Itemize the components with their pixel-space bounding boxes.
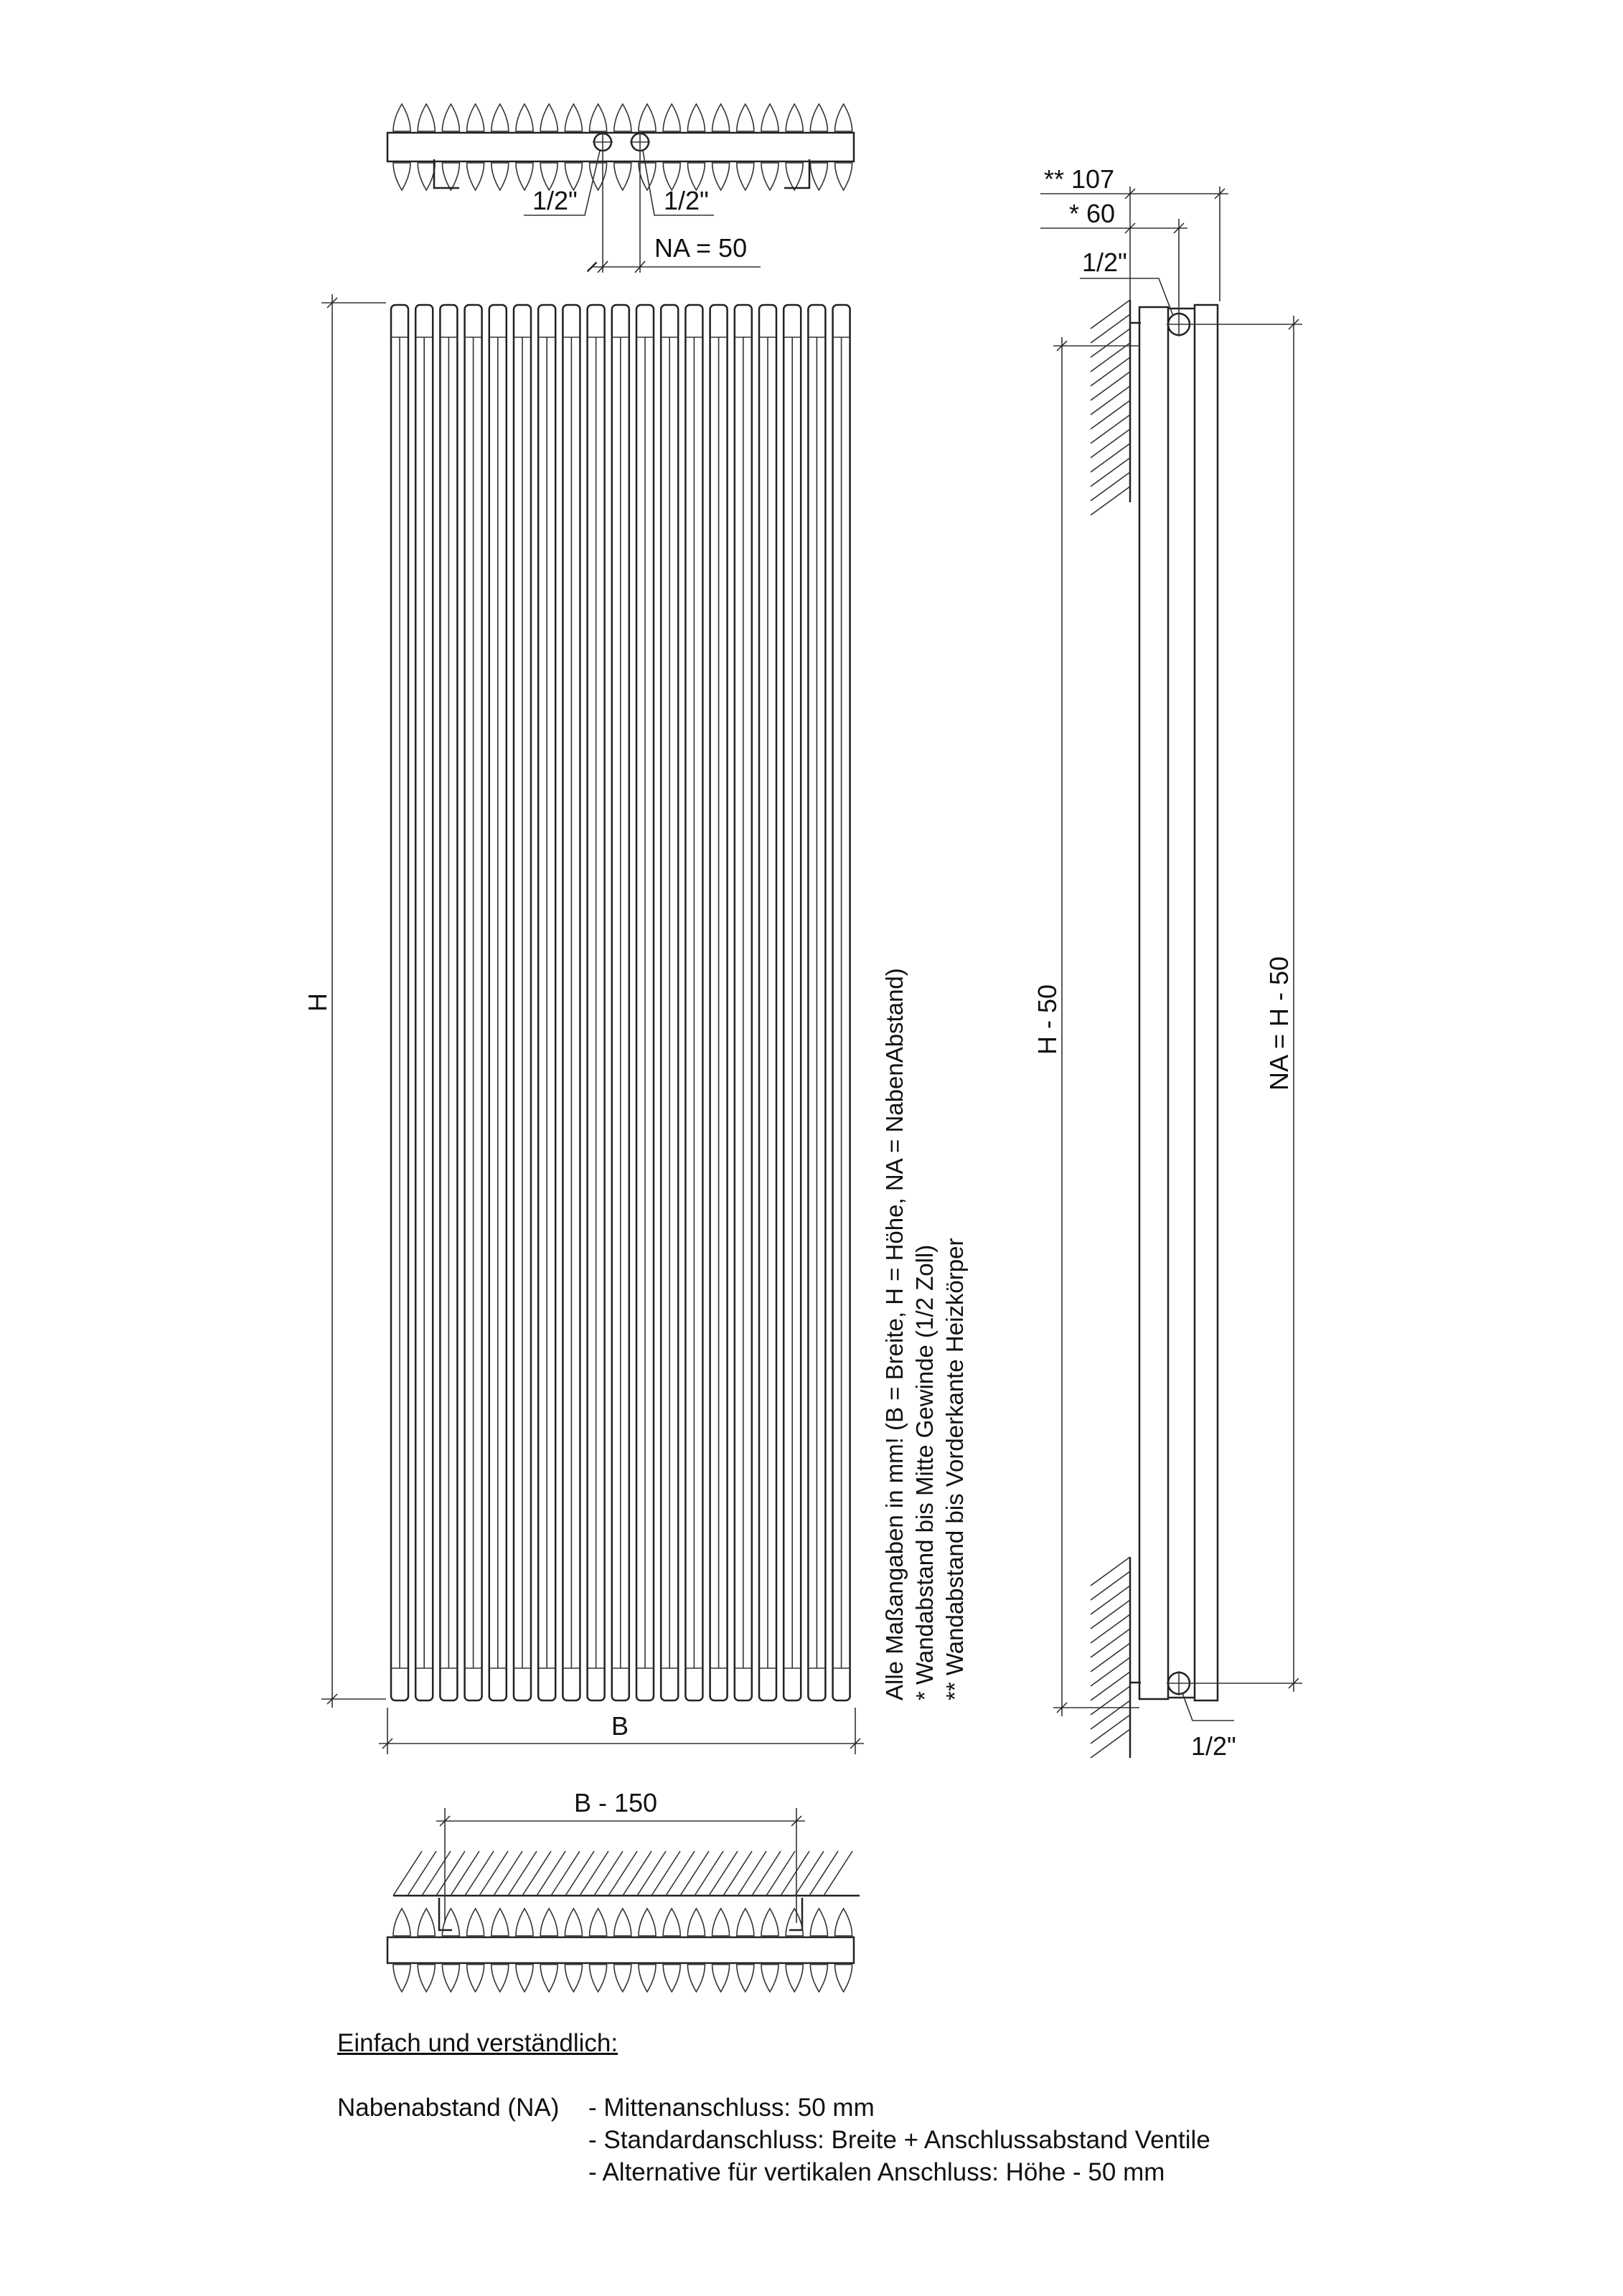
bottom-fin bbox=[810, 1909, 827, 1936]
bottom-fin bbox=[786, 1965, 803, 1992]
bottom-fin bbox=[639, 1909, 656, 1936]
top-fin bbox=[590, 104, 607, 131]
top-fin bbox=[491, 104, 509, 131]
bottom-fin bbox=[687, 1909, 705, 1936]
top-fin bbox=[467, 104, 484, 131]
front-width-label: B bbox=[611, 1711, 629, 1741]
top-fin bbox=[491, 163, 509, 190]
bottom-fin bbox=[712, 1909, 730, 1936]
bottom-fin bbox=[663, 1909, 680, 1936]
bottom-fin bbox=[418, 1965, 435, 1992]
bottom-fin bbox=[491, 1909, 509, 1936]
bottom-fin bbox=[761, 1965, 778, 1992]
bottom-fin bbox=[516, 1909, 533, 1936]
bottom-mount-label: B - 150 bbox=[574, 1788, 658, 1817]
legend-item-3: - Alternative für vertikalen Anschluss: Höhe - 50 mm bbox=[588, 2158, 1165, 2186]
bottom-fin bbox=[516, 1965, 533, 1992]
bottom-fin bbox=[614, 1965, 631, 1992]
top-fin bbox=[810, 163, 827, 190]
side-tube-rear bbox=[1139, 307, 1168, 1699]
bottom-view bbox=[387, 1788, 860, 1992]
top-fin bbox=[687, 104, 705, 131]
legend-item-1: - Mittenanschluss: 50 mm bbox=[588, 2094, 875, 2122]
bottom-fin bbox=[835, 1965, 852, 1992]
top-fin bbox=[737, 104, 754, 131]
top-fin bbox=[761, 104, 778, 131]
bottom-fin bbox=[393, 1909, 410, 1936]
legend-term: Nabenabstand (NA) bbox=[337, 2094, 560, 2122]
bottom-fin bbox=[418, 1909, 435, 1936]
side-thread-top-label: 1/2" bbox=[1082, 248, 1127, 277]
top-fin bbox=[663, 104, 680, 131]
side-connection-top bbox=[1167, 312, 1191, 337]
note-line-3: ** Wandabstand bis Vorderkante Heizkörper bbox=[941, 1238, 968, 1700]
top-bracket-left bbox=[434, 159, 459, 188]
top-thread-right-label: 1/2" bbox=[664, 186, 709, 215]
legend-item-2: - Standardanschluss: Breite + Anschlussabstand Ventile bbox=[588, 2126, 1210, 2154]
bottom-fin bbox=[786, 1909, 803, 1936]
bottom-fin bbox=[737, 1909, 754, 1936]
top-fin bbox=[565, 104, 582, 131]
top-fin bbox=[442, 163, 459, 190]
bottom-fin bbox=[540, 1965, 558, 1992]
bottom-fin bbox=[442, 1965, 459, 1992]
bottom-fin bbox=[565, 1965, 582, 1992]
note-line-1: Alle Maßangaben in mm! (B = Breite, H = Höhe, NA = NabenAbstand) bbox=[881, 968, 908, 1700]
legend-title: Einfach und verständlich: bbox=[337, 2029, 618, 2057]
bottom-fin bbox=[810, 1965, 827, 1992]
side-dim-107: ** 107 bbox=[1044, 164, 1115, 194]
side-left-dim-label: H - 50 bbox=[1032, 984, 1062, 1055]
bottom-fin bbox=[614, 1909, 631, 1936]
side-dim-60: * 60 bbox=[1069, 199, 1116, 228]
top-fin bbox=[516, 104, 533, 131]
side-tube-front bbox=[1195, 305, 1218, 1700]
top-bracket-right bbox=[784, 159, 809, 188]
bottom-fin bbox=[687, 1965, 705, 1992]
notes bbox=[881, 968, 968, 1700]
bottom-fin bbox=[761, 1909, 778, 1936]
bottom-fin bbox=[835, 1909, 852, 1936]
top-fin bbox=[712, 104, 730, 131]
front-view bbox=[303, 294, 864, 1754]
top-fin bbox=[393, 104, 410, 131]
top-connection-right bbox=[630, 132, 650, 152]
bottom-fin bbox=[663, 1965, 680, 1992]
top-fin bbox=[737, 163, 754, 190]
top-na-label: NA = 50 bbox=[654, 233, 748, 263]
top-fin bbox=[761, 163, 778, 190]
top-fin bbox=[639, 104, 656, 131]
side-view bbox=[1032, 164, 1302, 1761]
top-fin bbox=[418, 104, 435, 131]
top-fin bbox=[835, 104, 852, 131]
front-height-label: H bbox=[303, 993, 332, 1012]
bottom-fin bbox=[639, 1965, 656, 1992]
side-right-dim-label: NA = H - 50 bbox=[1264, 956, 1294, 1091]
bottom-fin bbox=[590, 1965, 607, 1992]
bottom-view-header-bar bbox=[387, 1937, 854, 1963]
top-fin bbox=[467, 163, 484, 190]
top-fin bbox=[786, 104, 803, 131]
bottom-fin bbox=[590, 1909, 607, 1936]
top-fin bbox=[810, 104, 827, 131]
bottom-fin bbox=[565, 1909, 582, 1936]
bottom-fin bbox=[467, 1909, 484, 1936]
note-line-2: * Wandabstand bis Mitte Gewinde (1/2 Zoll) bbox=[911, 1244, 938, 1700]
top-view-header-bar bbox=[387, 133, 854, 161]
top-fin bbox=[442, 104, 459, 131]
bottom-fin bbox=[393, 1965, 410, 1992]
bottom-fin bbox=[491, 1965, 509, 1992]
bottom-fin bbox=[737, 1965, 754, 1992]
top-fin bbox=[393, 163, 410, 190]
side-connection-bottom bbox=[1167, 1671, 1191, 1695]
bottom-fin bbox=[467, 1965, 484, 1992]
bottom-fin bbox=[712, 1965, 730, 1992]
side-thread-bottom-label: 1/2" bbox=[1191, 1731, 1236, 1761]
top-fin bbox=[418, 163, 435, 190]
top-fin bbox=[540, 104, 558, 131]
top-fin bbox=[712, 163, 730, 190]
top-fin bbox=[516, 163, 533, 190]
top-connection-left bbox=[593, 132, 613, 152]
top-view bbox=[387, 104, 854, 273]
top-fin bbox=[614, 104, 631, 131]
top-fin bbox=[835, 163, 852, 190]
top-fin bbox=[614, 163, 631, 190]
top-thread-left-label: 1/2" bbox=[532, 186, 578, 215]
bottom-fin bbox=[540, 1909, 558, 1936]
bottom-bracket-left bbox=[439, 1898, 452, 1930]
top-fin bbox=[786, 163, 803, 190]
